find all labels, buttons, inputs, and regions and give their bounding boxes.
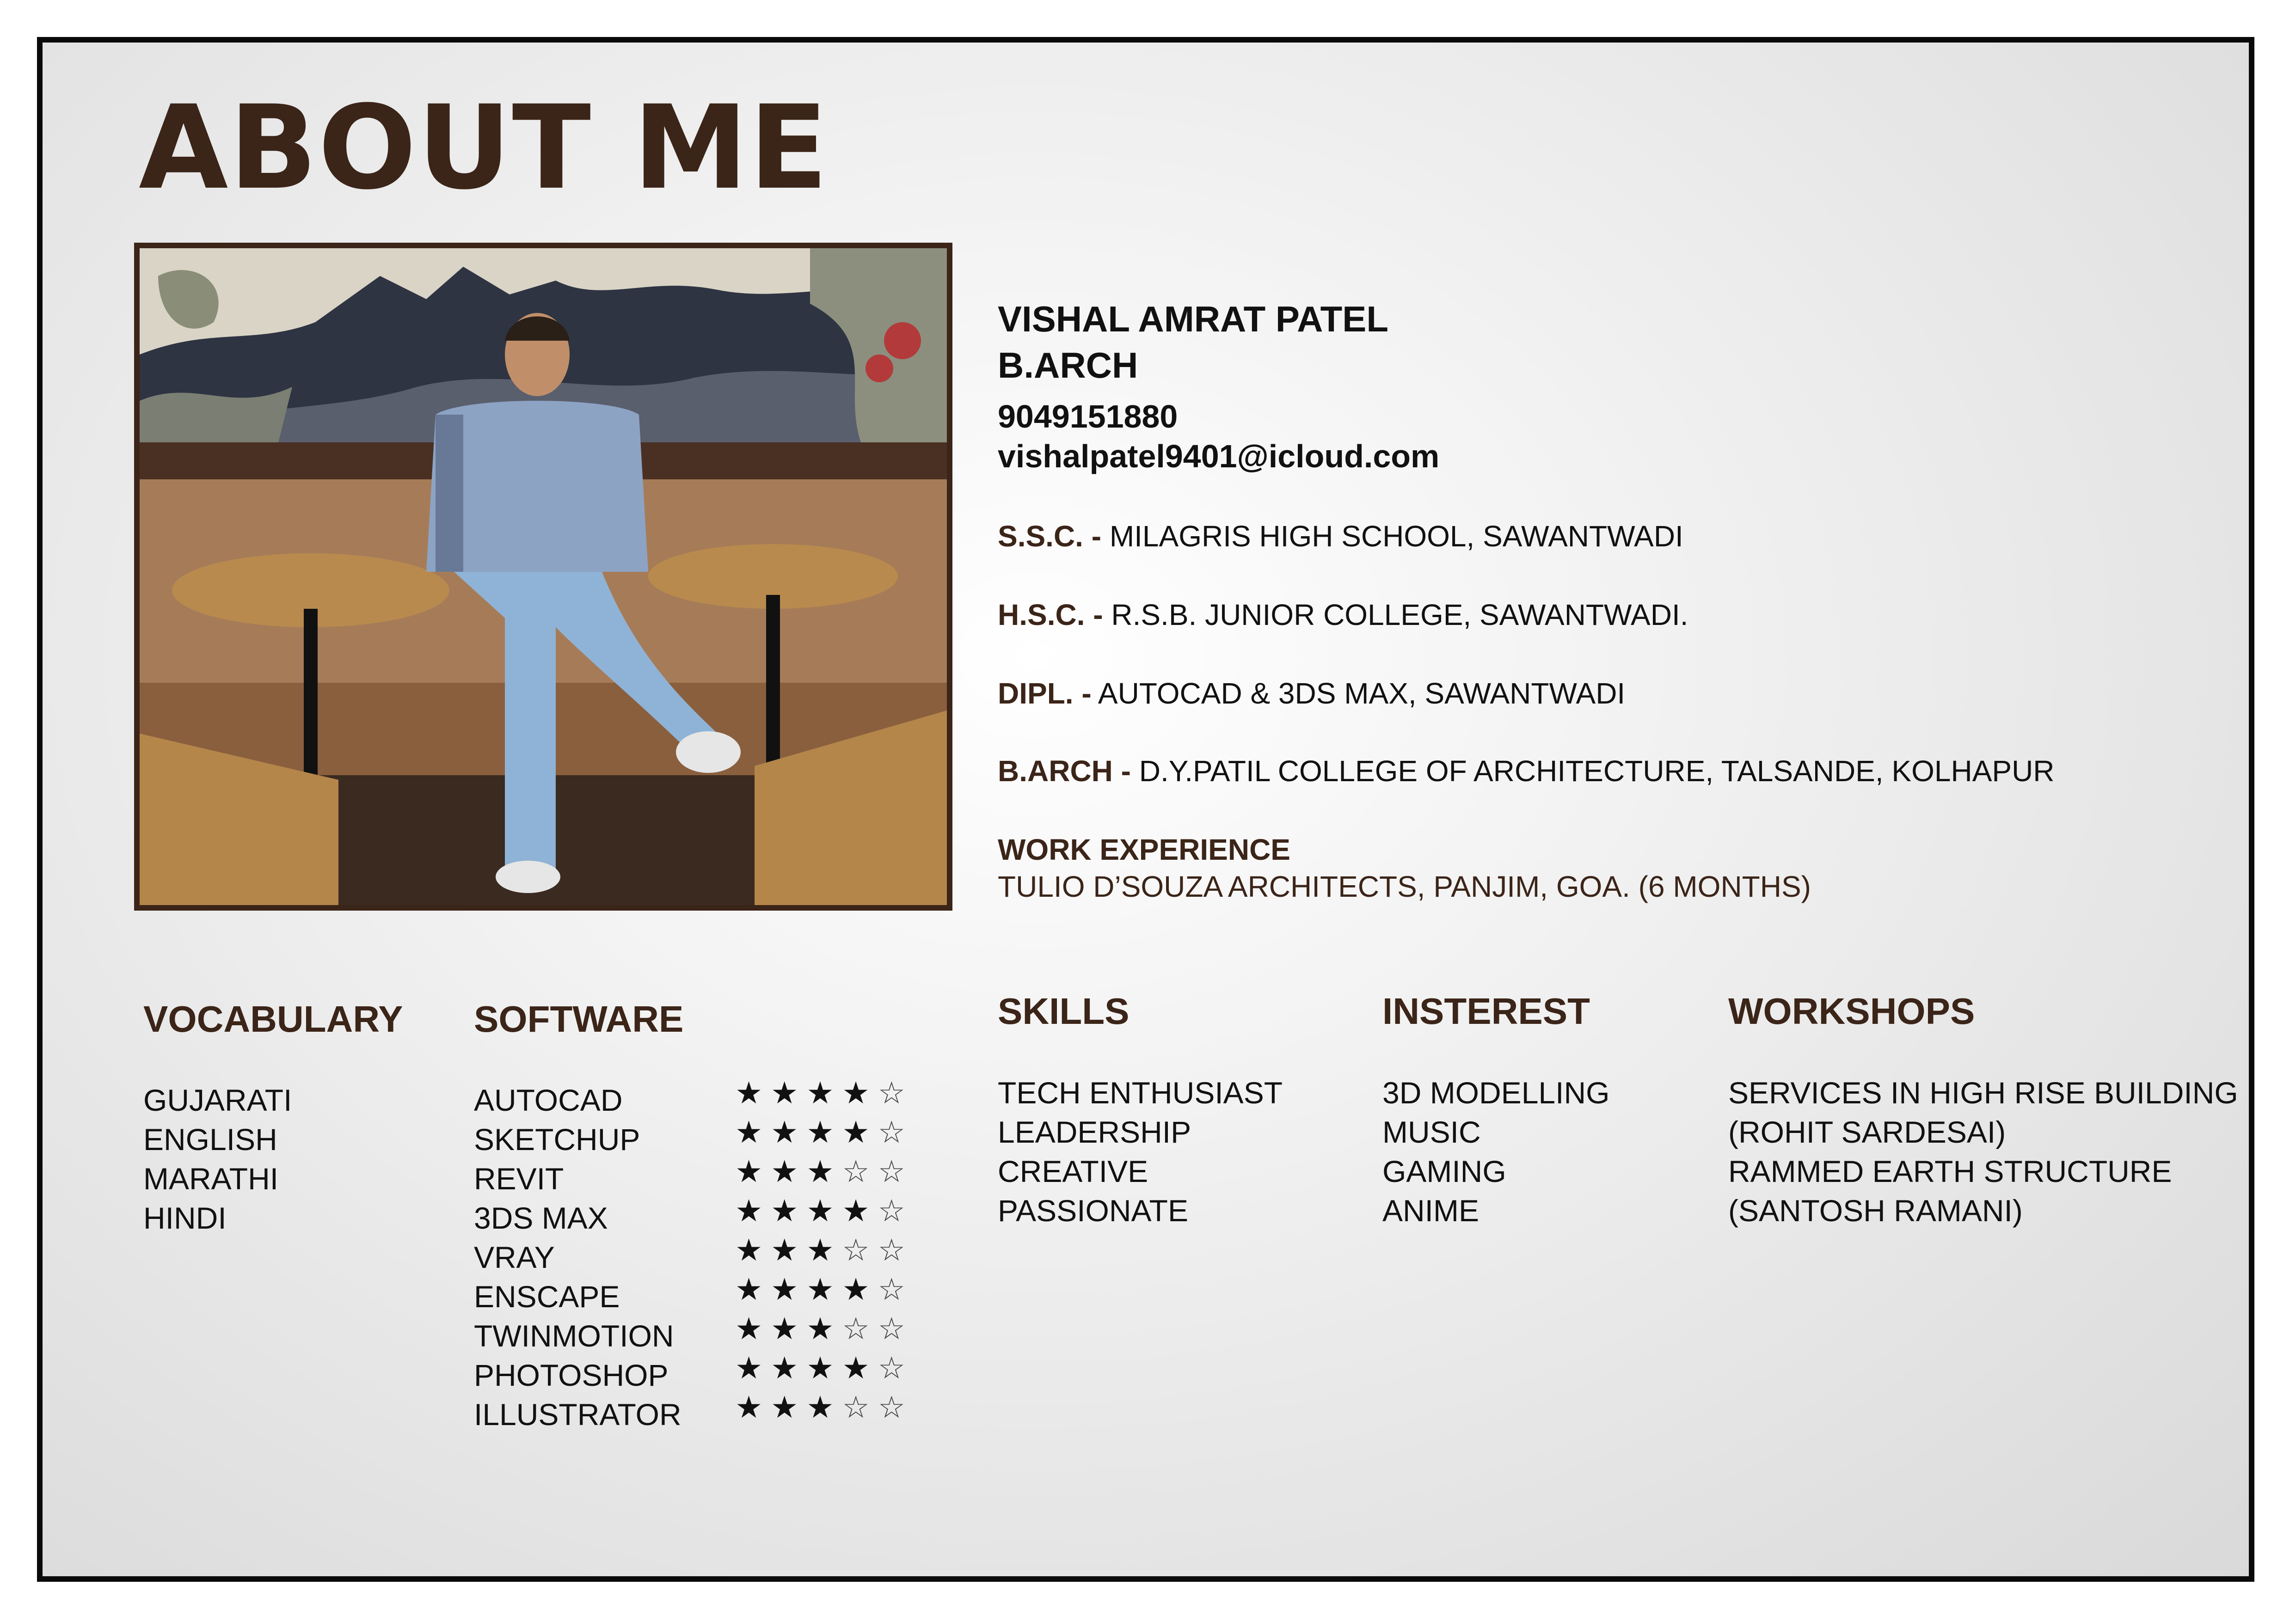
profile-photo [134, 243, 952, 911]
workshops-list [1728, 1073, 2238, 1230]
list-item: PHOTOSHOP [474, 1358, 669, 1392]
list-item: MUSIC [1382, 1115, 1481, 1149]
interests-list [1382, 1073, 1609, 1230]
list-item: ENGLISH [143, 1122, 277, 1157]
star-filled-icon: ★ [806, 1232, 842, 1268]
education-label: H.S.C. - [998, 598, 1103, 631]
list-item: ENSCAPE [474, 1279, 620, 1314]
star-filled-icon: ★ [735, 1272, 771, 1307]
star-filled-icon: ★ [806, 1193, 842, 1229]
vocabulary-heading: VOCABULARY [143, 998, 403, 1040]
list-item: AUTOCAD [474, 1083, 623, 1117]
star-empty-icon: ☆ [878, 1311, 914, 1347]
star-filled-icon: ★ [771, 1114, 807, 1150]
star-empty-icon: ☆ [878, 1075, 914, 1111]
star-filled-icon: ★ [771, 1232, 807, 1268]
interests-heading: INSTEREST [1382, 991, 1590, 1032]
list-item: CREATIVE [998, 1154, 1148, 1188]
education-hsc [998, 596, 1688, 633]
work-experience [998, 831, 1811, 905]
education-label: DIPL. - [998, 677, 1092, 710]
profile-degree: B.ARCH [998, 345, 1138, 386]
star-filled-icon: ★ [806, 1154, 842, 1189]
star-filled-icon: ★ [735, 1350, 771, 1386]
star-filled-icon: ★ [735, 1154, 771, 1189]
star-filled-icon: ★ [842, 1075, 878, 1111]
rating-row [735, 1113, 914, 1152]
star-empty-icon: ☆ [842, 1154, 878, 1189]
education-diploma [998, 675, 1625, 712]
rating-row [735, 1073, 914, 1113]
star-empty-icon: ☆ [878, 1350, 914, 1386]
list-item: (ROHIT SARDESAI) [1728, 1115, 2006, 1149]
skills-list [998, 1073, 1283, 1230]
star-filled-icon: ★ [735, 1311, 771, 1347]
star-filled-icon: ★ [771, 1389, 807, 1425]
star-filled-icon: ★ [806, 1272, 842, 1307]
star-filled-icon: ★ [735, 1075, 771, 1111]
software-heading: SOFTWARE [474, 998, 684, 1040]
list-item: REVIT [474, 1162, 564, 1196]
star-filled-icon: ★ [771, 1272, 807, 1307]
education-barch [998, 753, 2055, 790]
education-value: R.S.B. JUNIOR COLLEGE, SAWANTWADI. [1111, 598, 1688, 631]
rating-row [735, 1152, 914, 1191]
list-item: TECH ENTHUSIAST [998, 1076, 1283, 1110]
list-item: GAMING [1382, 1154, 1506, 1188]
list-item: 3D MODELLING [1382, 1076, 1610, 1110]
vocabulary-list [143, 1081, 292, 1238]
work-experience-heading: WORK EXPERIENCE [998, 833, 1290, 866]
star-filled-icon: ★ [842, 1114, 878, 1150]
education-value: MILAGRIS HIGH SCHOOL, SAWANTWADI [1109, 520, 1683, 553]
list-item: (SANTOSH RAMANI) [1728, 1194, 2023, 1228]
page-title: ABOUT ME [139, 80, 829, 215]
star-filled-icon: ★ [806, 1311, 842, 1347]
star-empty-icon: ☆ [878, 1389, 914, 1425]
profile-name-block [998, 296, 1388, 388]
star-filled-icon: ★ [771, 1311, 807, 1347]
star-empty-icon: ☆ [842, 1232, 878, 1268]
list-item: VRAY [474, 1240, 555, 1274]
contact-block [998, 397, 1439, 476]
star-filled-icon: ★ [735, 1193, 771, 1229]
list-item: GUJARATI [143, 1083, 292, 1117]
education-value: D.Y.PATIL COLLEGE OF ARCHITECTURE, TALSANDE, KOLHAPUR [1139, 754, 2055, 788]
list-item: MARATHI [143, 1162, 279, 1196]
star-empty-icon: ☆ [878, 1193, 914, 1229]
star-empty-icon: ☆ [878, 1272, 914, 1307]
list-item: PASSIONATE [998, 1194, 1188, 1228]
phone-number: 9049151880 [998, 398, 1178, 435]
software-list [474, 1081, 681, 1434]
list-item: LEADERSHIP [998, 1115, 1191, 1149]
list-item: ANIME [1382, 1194, 1480, 1228]
rating-row [735, 1230, 914, 1270]
education-value: AUTOCAD & 3DS MAX, SAWANTWADI [1098, 677, 1626, 710]
rating-row [735, 1309, 914, 1348]
star-empty-icon: ☆ [842, 1311, 878, 1347]
rating-row [735, 1388, 914, 1427]
list-item: ILLUSTRATOR [474, 1397, 681, 1432]
rating-row [735, 1270, 914, 1309]
star-filled-icon: ★ [735, 1114, 771, 1150]
list-item: SKETCHUP [474, 1122, 640, 1157]
star-filled-icon: ★ [771, 1075, 807, 1111]
education-label: B.ARCH - [998, 754, 1131, 788]
list-item: RAMMED EARTH STRUCTURE [1728, 1154, 2172, 1188]
star-filled-icon: ★ [806, 1389, 842, 1425]
rating-row [735, 1348, 914, 1388]
list-item: 3DS MAX [474, 1201, 608, 1235]
profile-name: VISHAL AMRAT PATEL [998, 299, 1388, 339]
star-filled-icon: ★ [842, 1272, 878, 1307]
star-filled-icon: ★ [842, 1350, 878, 1386]
star-empty-icon: ☆ [842, 1389, 878, 1425]
star-empty-icon: ☆ [878, 1232, 914, 1268]
star-filled-icon: ★ [771, 1154, 807, 1189]
skills-heading: SKILLS [998, 991, 1130, 1032]
star-filled-icon: ★ [771, 1193, 807, 1229]
star-empty-icon: ☆ [878, 1114, 914, 1150]
workshops-heading: WORKSHOPS [1728, 991, 1975, 1032]
star-filled-icon: ★ [735, 1232, 771, 1268]
list-item: TWINMOTION [474, 1319, 674, 1353]
email-address: vishalpatel9401@icloud.com [998, 438, 1440, 474]
work-experience-value: TULIO D’SOUZA ARCHITECTS, PANJIM, GOA. (6 MONTHS) [998, 870, 1811, 903]
list-item: HINDI [143, 1201, 227, 1235]
rating-row [735, 1191, 914, 1230]
education-ssc [998, 518, 1683, 555]
star-filled-icon: ★ [771, 1350, 807, 1386]
star-filled-icon: ★ [806, 1350, 842, 1386]
list-item: SERVICES IN HIGH RISE BUILDING [1728, 1076, 2238, 1110]
star-filled-icon: ★ [806, 1075, 842, 1111]
star-filled-icon: ★ [842, 1193, 878, 1229]
star-filled-icon: ★ [735, 1389, 771, 1425]
education-label: S.S.C. - [998, 520, 1102, 553]
software-ratings [735, 1073, 914, 1427]
star-filled-icon: ★ [806, 1114, 842, 1150]
star-empty-icon: ☆ [878, 1154, 914, 1189]
